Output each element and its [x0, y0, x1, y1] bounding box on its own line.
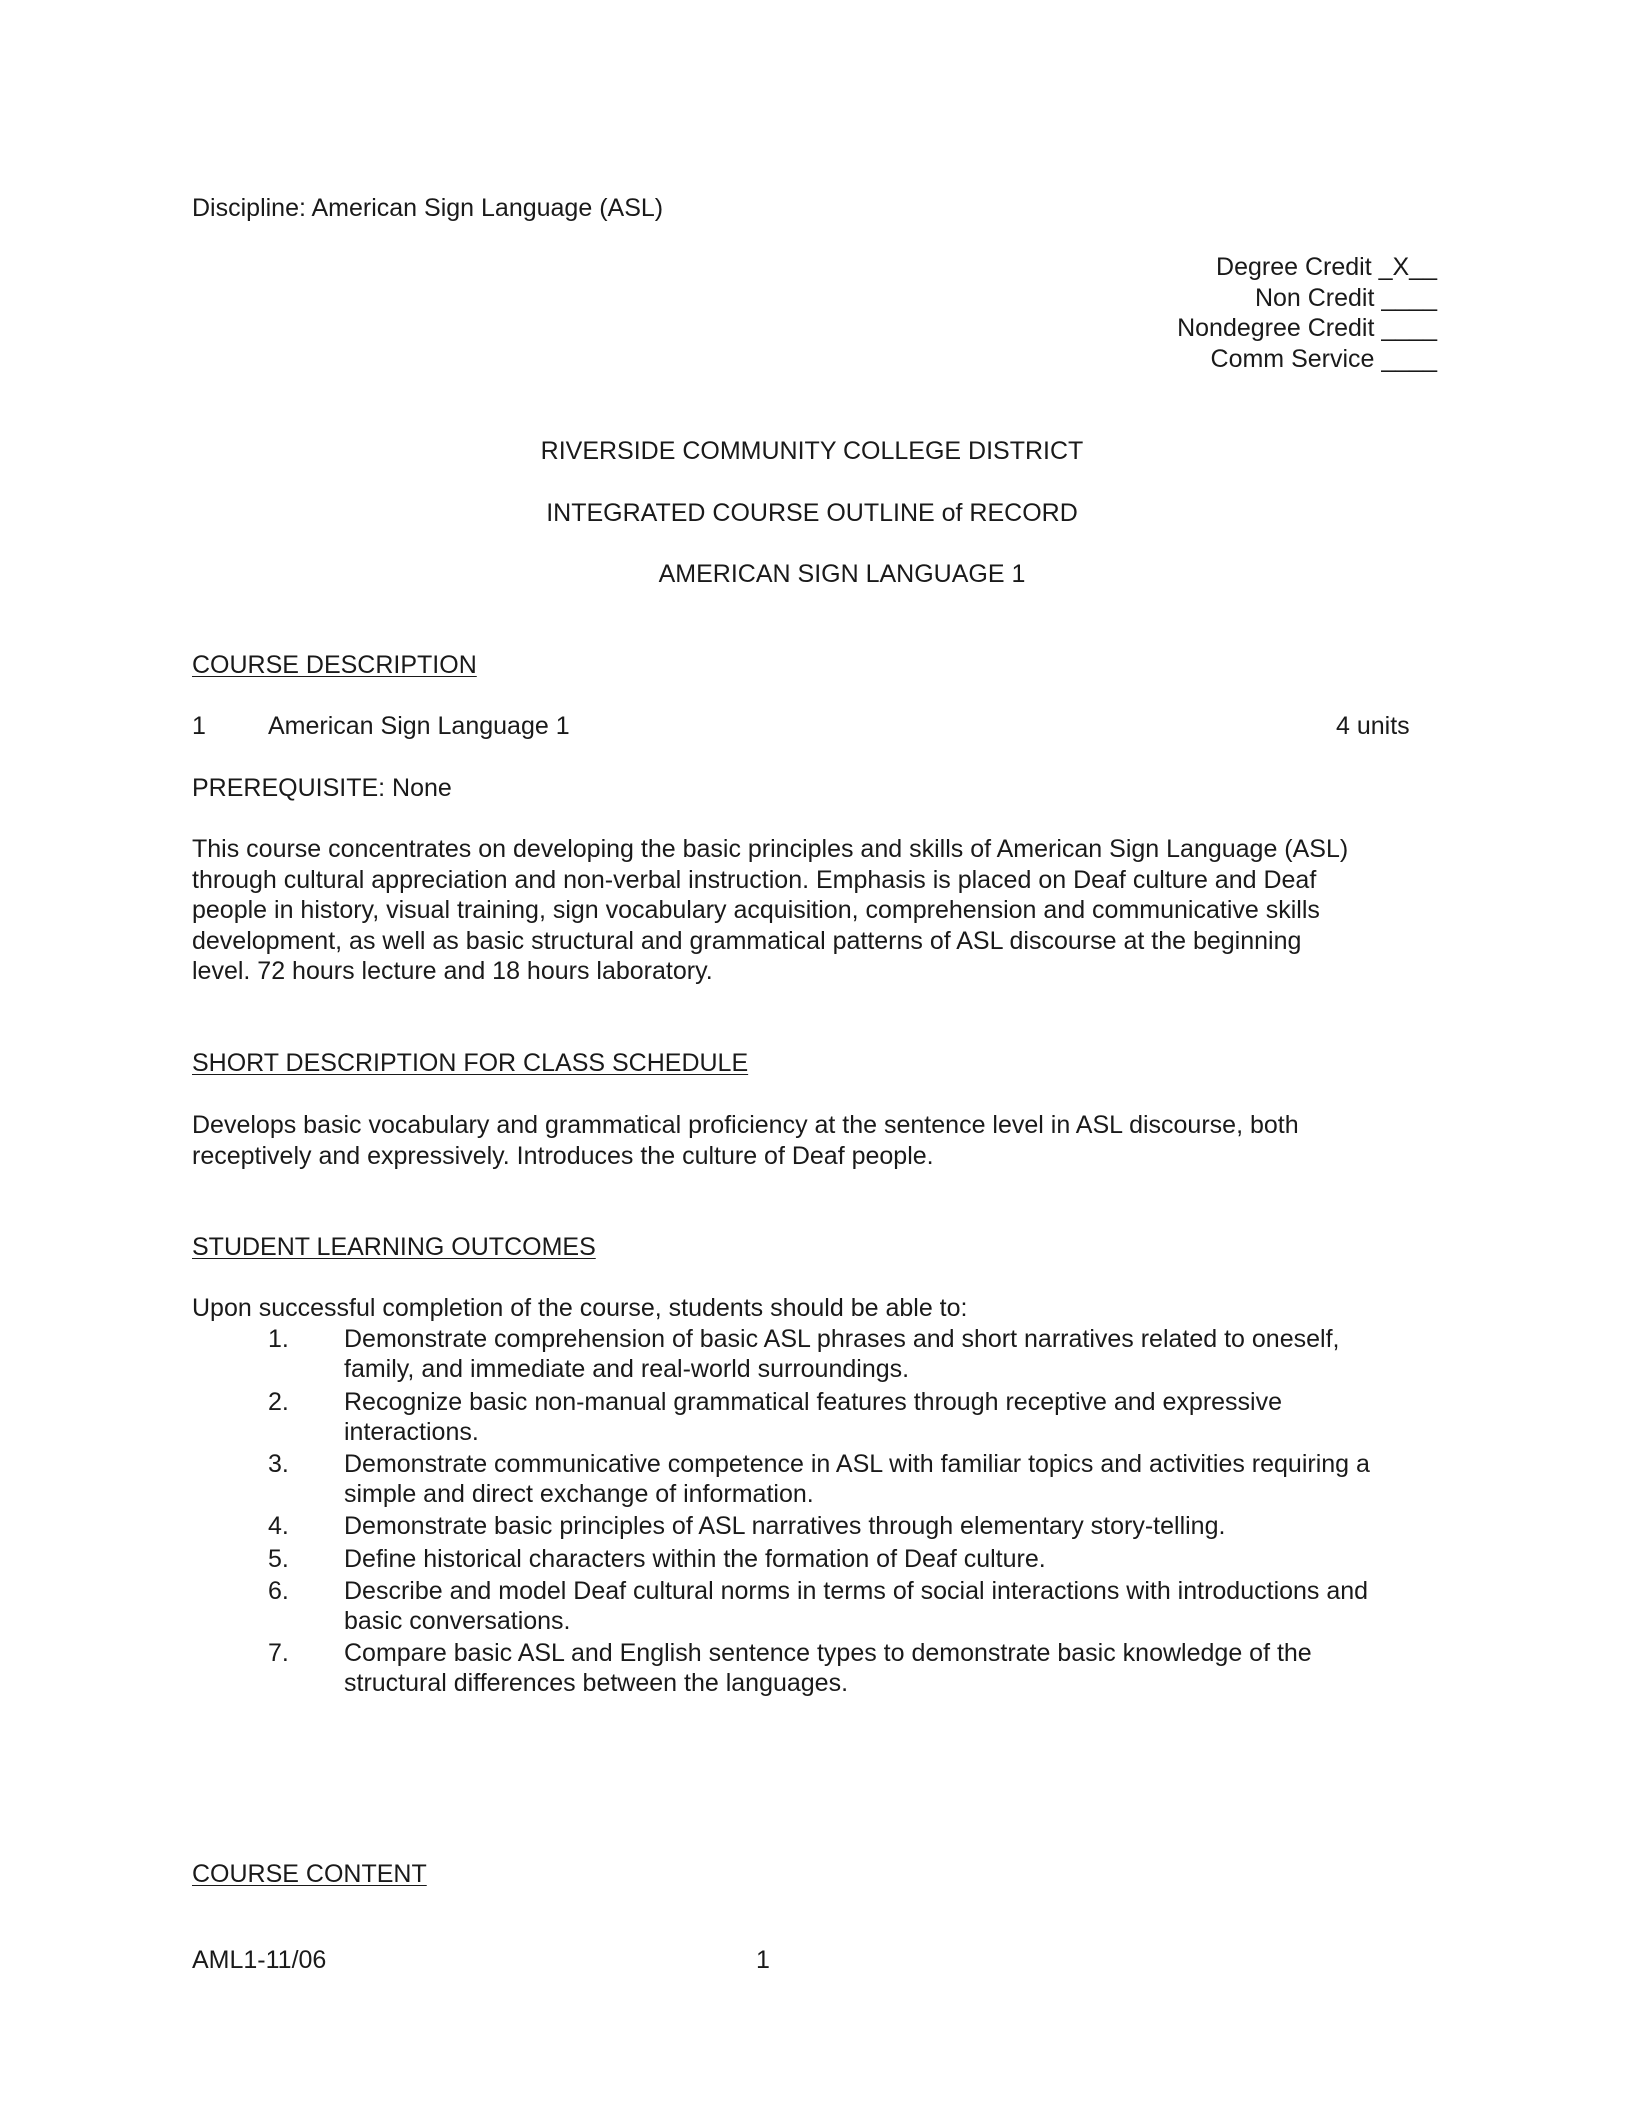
list-item-line: Compare basic ASL and English sentence types to demonstrate basic knowledge of the — [344, 1639, 1312, 1667]
list-item-text — [344, 1324, 1339, 1384]
list-item-number: 4. — [268, 1512, 289, 1540]
paragraph-line: through cultural appreciation and non-verbal instruction. Emphasis is placed on Deaf culture and Deaf — [192, 865, 1317, 894]
footer-page-number: 1 — [756, 1946, 770, 1974]
paragraph-line: people in history, visual training, sign vocabulary acquisition, comprehension and communicative skills — [192, 896, 1320, 924]
learning-outcomes-intro: Upon successful completion of the course, students should be able to: — [192, 1294, 968, 1322]
list-item-line: Recognize basic non-manual grammatical features through receptive and expressive — [344, 1388, 1283, 1416]
short-description-heading: SHORT DESCRIPTION FOR CLASS SCHEDULE — [192, 1049, 749, 1077]
learning-outcomes-heading: STUDENT LEARNING OUTCOMES — [192, 1233, 596, 1261]
list-item-text — [344, 1576, 1368, 1636]
course-description-heading: COURSE DESCRIPTION — [192, 651, 477, 679]
paragraph-line: Develops basic vocabulary and grammatical proficiency at the sentence level in ASL discourse, both — [192, 1111, 1299, 1139]
list-item-line: simple and direct exchange of information. — [344, 1480, 814, 1508]
credit-degree: Degree Credit _X__ — [1216, 253, 1437, 281]
paragraph-line: development, as well as basic structural and grammatical patterns of ASL discourse at the beginning — [192, 926, 1302, 955]
course-name: American Sign Language 1 — [268, 712, 570, 740]
paragraph-line: This course concentrates on developing the basic principles and skills of American Sign Language (ASL) — [192, 835, 1349, 863]
credit-comm-service: Comm Service ____ — [1210, 344, 1437, 373]
credit-non: Non Credit ____ — [1254, 283, 1437, 312]
list-item-number: 1. — [268, 1325, 289, 1353]
list-item-number: 7. — [268, 1639, 289, 1667]
course-units: 4 units — [1336, 712, 1410, 740]
list-item-text — [344, 1638, 1312, 1698]
list-item-line: interactions. — [344, 1418, 479, 1446]
credit-type-block — [1177, 252, 1437, 374]
footer-document-code: AML1-11/06 — [192, 1946, 327, 1974]
list-item-text — [344, 1387, 1282, 1447]
list-item-line: Describe and model Deaf cultural norms in terms of social interactions with introductions and — [344, 1577, 1369, 1605]
list-item-number: 3. — [268, 1450, 289, 1478]
list-item-text — [344, 1449, 1370, 1509]
discipline-line: Discipline: American Sign Language (ASL) — [192, 194, 664, 222]
list-item-line: Demonstrate basic principles of ASL narratives through elementary story-telling. — [344, 1512, 1226, 1540]
prerequisite: PREREQUISITE: None — [192, 774, 452, 802]
list-item-line: basic conversations. — [344, 1607, 571, 1635]
list-item-text — [344, 1544, 1046, 1574]
course-title: AMERICAN SIGN LANGUAGE 1 — [658, 560, 1026, 588]
list-item-line: family, and immediate and real-world surroundings. — [344, 1355, 910, 1383]
district-title: RIVERSIDE COMMUNITY COLLEGE DISTRICT — [540, 437, 1084, 465]
list-item-line: Demonstrate comprehension of basic ASL phrases and short narratives related to oneself, — [344, 1325, 1340, 1353]
paragraph-line: receptively and expressively. Introduces the culture of Deaf people. — [192, 1141, 934, 1170]
list-item-line: Define historical characters within the formation of Deaf culture. — [344, 1545, 1046, 1573]
list-item-line: structural differences between the languages. — [344, 1669, 849, 1697]
list-item-number: 6. — [268, 1577, 289, 1605]
list-item-line: Demonstrate communicative competence in ASL with familiar topics and activities requiring a — [344, 1450, 1370, 1478]
list-item-text — [344, 1511, 1225, 1541]
course-content-heading: COURSE CONTENT — [192, 1860, 427, 1888]
paragraph-line: level. 72 hours lecture and 18 hours laboratory. — [192, 957, 713, 985]
course-description-paragraph — [192, 834, 1348, 987]
list-item-number: 5. — [268, 1545, 289, 1573]
credit-nondegree: Nondegree Credit ____ — [1177, 314, 1437, 342]
list-item-number: 2. — [268, 1388, 289, 1416]
outline-title: INTEGRATED COURSE OUTLINE of RECORD — [546, 499, 1078, 527]
short-description-paragraph — [192, 1110, 1299, 1171]
course-number: 1 — [192, 712, 206, 740]
